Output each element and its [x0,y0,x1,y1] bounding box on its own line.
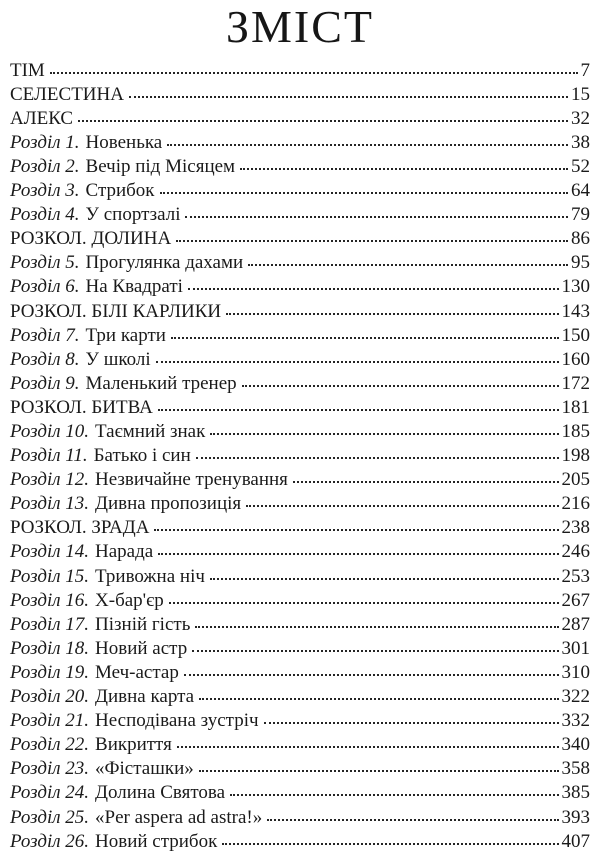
entry-dot-leader [195,626,558,628]
entry-label: «Per aspera ad astra!» [95,806,263,828]
entry-label: Долина Святова [95,782,226,804]
entry-page-number: 205 [561,469,590,491]
entry-prefix: Розділ 15. [10,565,90,587]
entry-page-number: 246 [561,541,590,563]
entry-dot-leader [246,505,558,507]
entry-label: Нарада [95,541,154,563]
entry-page-number: 385 [561,782,590,804]
entry-page-number: 86 [571,228,590,250]
entry-label: Меч-астар [95,661,179,683]
entry-page-number: 332 [561,710,590,732]
entry-label: Тривожна ніч [95,565,205,587]
entry-label: У школі [85,348,151,370]
entry-page-number: 79 [571,204,590,226]
page-title: ЗМІСТ [225,1,375,52]
entry-prefix: Розділ 13. [10,493,90,515]
entry-page-number: 287 [561,613,590,635]
entry-dot-leader [184,674,559,676]
entry-page-number: 267 [561,589,590,611]
entry-dot-leader [199,698,558,700]
toc-entry [10,203,590,227]
entry-label: АЛЕКС [10,107,74,129]
entry-page-number: 38 [571,131,590,153]
entry-label: РОЗКОЛ. БИТВА [10,396,153,418]
entry-dot-leader [222,843,558,845]
toc-entry [10,781,590,805]
entry-page-number: 253 [561,565,590,587]
toc-entry [10,275,590,299]
entry-label: Вечір під Місяцем [85,155,236,177]
entry-prefix: Розділ 5. [10,252,80,274]
entry-dot-leader [129,96,568,98]
entry-page-number: 322 [561,686,590,708]
entry-dot-leader [160,192,568,194]
entry-dot-leader [169,602,559,604]
entry-label: Маленький тренер [85,372,237,394]
entry-prefix: Розділ 20. [10,686,90,708]
entry-page-number: 181 [561,396,590,418]
entry-page-number: 301 [561,637,590,659]
entry-prefix: Розділ 24. [10,782,90,804]
entry-prefix: Розділ 8. [10,348,80,370]
entry-label: Таємний знак [95,421,206,442]
entry-prefix: Розділ 1. [10,131,80,153]
toc-entry [10,131,590,155]
entry-label: СЕЛЕСТИНА [10,83,124,105]
entry-label: Дивна пропозиція [95,493,242,515]
entry-page-number: 358 [561,758,590,780]
entry-label: Дивна карта [95,686,195,708]
entry-dot-leader [293,481,559,483]
entry-label: «Фісташки» [95,758,194,780]
entry-dot-leader [199,770,559,772]
entry-page-number: 95 [571,252,590,274]
toc-entry [10,155,590,179]
toc-entry [10,179,590,203]
entry-page-number: 160 [561,348,590,370]
toc-entry [10,83,590,107]
toc-entry [10,444,590,468]
entry-page-number: 238 [561,517,590,539]
entry-prefix: Розділ 22. [10,734,90,756]
entry-prefix: Розділ 6. [10,276,80,298]
entry-dot-leader [158,553,558,555]
entry-prefix: Розділ 11. [10,445,88,467]
toc-entry [10,107,590,131]
entry-dot-leader [240,168,568,170]
entry-dot-leader [210,578,559,580]
toc-entry [10,468,590,492]
entry-label: ТІМ [10,59,45,81]
entry-dot-leader [230,794,558,796]
entry-label: РОЗКОЛ. БІЛІ КАРЛИКИ [10,300,222,322]
entry-dot-leader [242,385,559,387]
entry-prefix: Розділ 25. [10,806,90,828]
entry-page-number: 172 [561,372,590,394]
entry-label: Пізній гість [95,613,191,635]
entry-dot-leader [171,337,559,339]
entry-label: Новенька [85,131,163,153]
toc-entry [10,613,590,637]
entry-prefix: Розділ 3. [10,180,80,202]
toc-entry [10,661,590,685]
toc-entry [10,589,590,613]
toc-entry [10,565,590,589]
entry-dot-leader [176,240,568,242]
entry-label: Новий астр [95,637,188,659]
entry-prefix: Розділ 7. [10,324,80,346]
entry-dot-leader [78,120,568,122]
toc-entry [10,227,590,251]
toc-entry [10,540,590,564]
entry-page-number: 407 [561,830,590,852]
toc-list [10,59,590,854]
entry-page-number: 185 [561,421,590,442]
toc-entry [10,251,590,275]
toc-entry [10,516,590,540]
entry-page-number: 150 [561,324,590,346]
entry-prefix: Розділ 12. [10,469,90,491]
entry-page-number: 64 [571,180,590,202]
toc-entry [10,492,590,516]
entry-prefix: Розділ 17. [10,613,90,635]
entry-prefix: Розділ 14. [10,541,90,563]
entry-prefix: Розділ 16. [10,589,90,611]
entry-prefix: Розділ 10. [10,421,90,442]
entry-dot-leader [177,746,559,748]
entry-dot-leader [185,216,568,218]
toc-entry [10,396,590,420]
toc-entry [10,685,590,709]
toc-entry [10,806,590,830]
entry-page-number: 393 [561,806,590,828]
entry-label: На Квадраті [85,276,183,298]
entry-page-number: 32 [571,107,590,129]
entry-prefix: Розділ 18. [10,637,90,659]
toc-entry [10,733,590,757]
entry-page-number: 7 [580,59,590,81]
toc-entry [10,324,590,348]
entry-page-number: 15 [571,83,590,105]
entry-dot-leader [196,457,559,459]
entry-label: Х-бар'єр [95,589,164,611]
entry-dot-leader [50,72,578,74]
entry-label: Три карти [85,324,166,346]
entry-page-number: 198 [561,445,590,467]
entry-label: Несподівана зустріч [95,710,259,732]
entry-label: Батько і син [93,445,191,467]
entry-dot-leader [267,819,558,821]
toc-entry [10,59,590,83]
entry-label: У спортзалі [85,204,181,226]
entry-label: Незвичайне тренування [95,469,288,491]
entry-prefix: Розділ 21. [10,710,90,732]
entry-dot-leader [226,313,558,315]
entry-label: Прогулянка дахами [85,252,244,274]
entry-page-number: 216 [561,493,590,515]
entry-dot-leader [248,264,568,266]
entry-dot-leader [264,722,559,724]
entry-label: РОЗКОЛ. ДОЛИНА [10,228,172,250]
toc-entry [10,637,590,661]
toc-entry [10,757,590,781]
entry-prefix: Розділ 9. [10,372,80,394]
entry-label: Стрибок [85,180,155,202]
entry-prefix: Розділ 4. [10,204,80,226]
entry-prefix: Розділ 2. [10,155,80,177]
entry-prefix: Розділ 23. [10,758,90,780]
entry-dot-leader [192,650,558,652]
entry-dot-leader [210,433,558,435]
toc-entry [10,372,590,396]
entry-dot-leader [167,144,568,146]
toc-entry [10,830,590,854]
entry-label: РОЗКОЛ. ЗРАДА [10,517,150,539]
entry-label: Новий стрибок [95,830,218,852]
entry-dot-leader [154,529,558,531]
entry-page-number: 130 [561,276,590,298]
entry-page-number: 340 [561,734,590,756]
entry-dot-leader [156,361,559,363]
entry-dot-leader [158,409,559,411]
entry-prefix: Розділ 19. [10,661,90,683]
toc-entry [10,709,590,733]
entry-page-number: 52 [571,155,590,177]
entry-dot-leader [188,288,559,290]
entry-page-number: 143 [561,300,590,322]
entry-prefix: Розділ 26. [10,830,90,852]
toc-entry [10,300,590,324]
entry-label: Викриття [95,734,172,756]
toc-entry [10,348,590,372]
toc-entry [10,420,590,444]
entry-page-number: 310 [561,661,590,683]
